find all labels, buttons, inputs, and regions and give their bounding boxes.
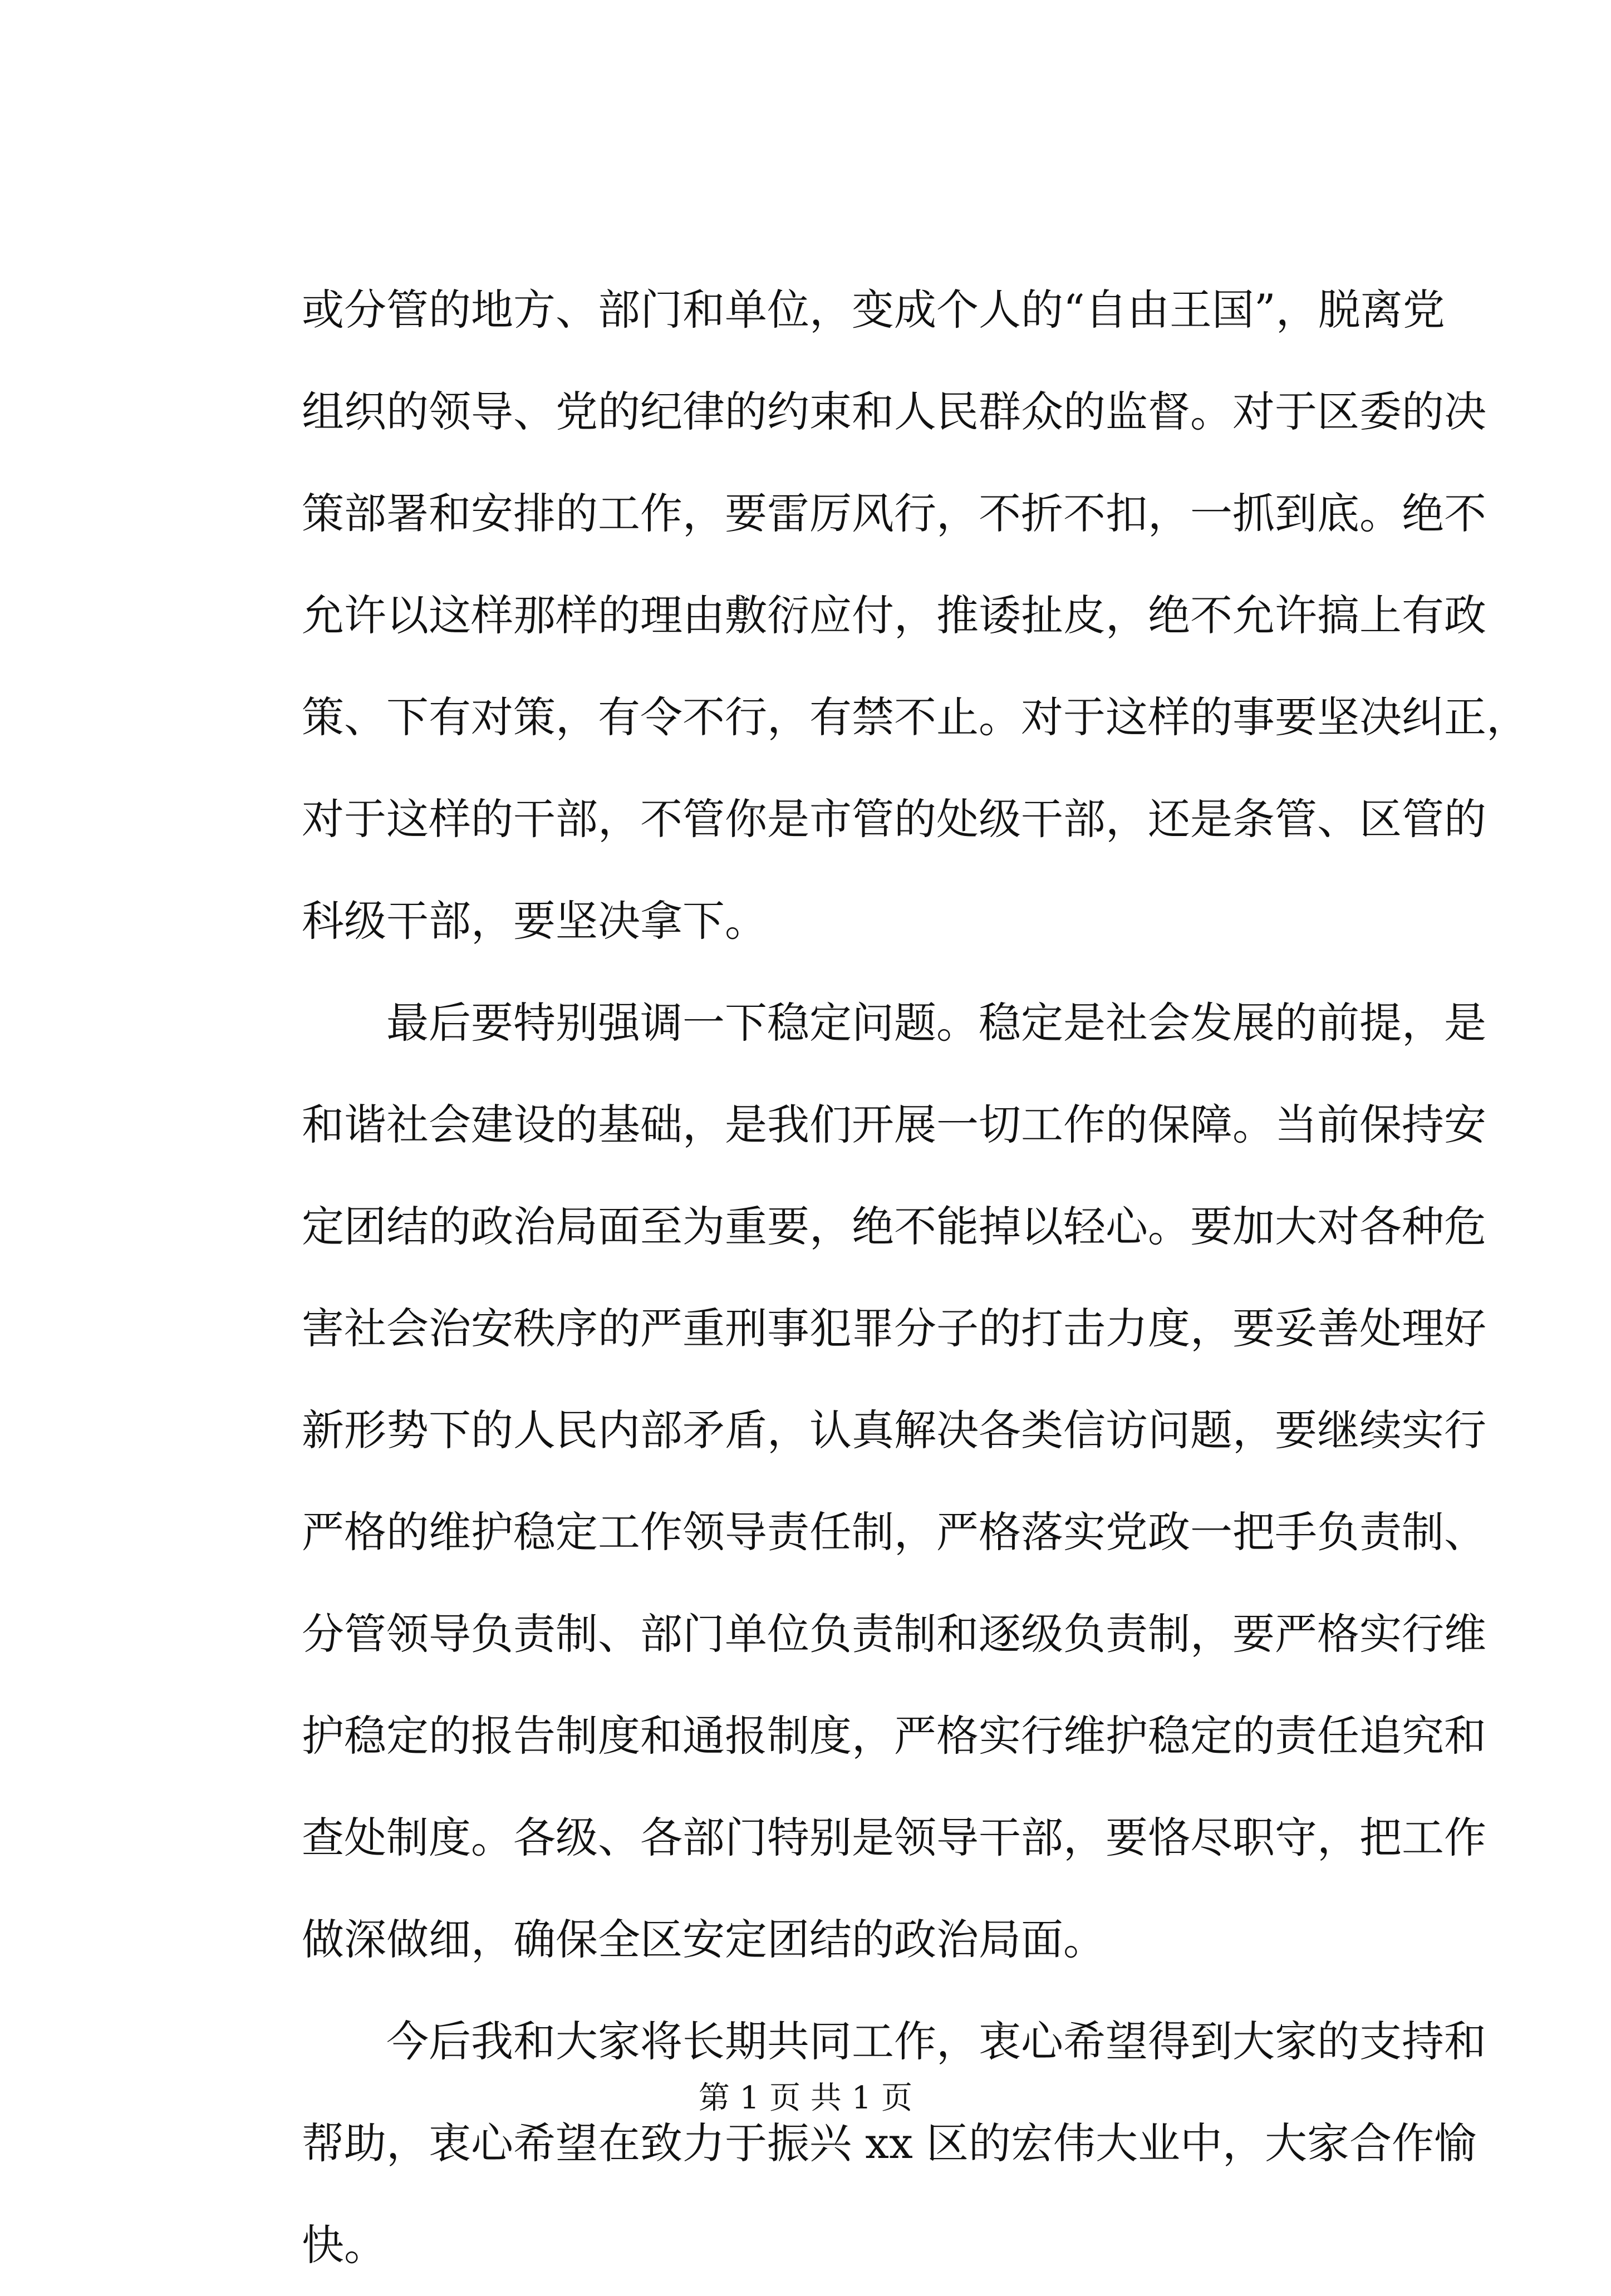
text-line: 快。 bbox=[302, 2220, 386, 2270]
text-line: 或分管的地方、部门和单位，变成个人的“自由王国”，脱离党 bbox=[302, 285, 1445, 335]
text-line: 允许以这样那样的理由敷衍应付，推诿扯皮，绝不允许搞上有政 bbox=[302, 591, 1486, 640]
text-line: 定团结的政治局面至为重要，绝不能掉以轻心。要加大对各种危 bbox=[302, 1202, 1486, 1251]
text-line: 严格的维护稳定工作领导责任制，严格落实党政一把手负责制、 bbox=[302, 1507, 1486, 1557]
text-line: 对于这样的干部，不管你是市管的处级干部，还是条管、区管的 bbox=[302, 794, 1486, 844]
text-line: 科级干部，要坚决拿下。 bbox=[302, 896, 767, 946]
text-line: 分管领导负责制、部门单位负责制和逐级负责制，要严格实行维 bbox=[302, 1609, 1486, 1659]
text-line: 做深做细，确保全区安定团结的政治局面。 bbox=[302, 1915, 1106, 1964]
text-line: 护稳定的报告制度和通报制度，严格实行维护稳定的责任追究和 bbox=[302, 1711, 1486, 1761]
page-number-footer: 第 1 页 共 1 页 bbox=[698, 2080, 913, 2116]
paragraph-first-line: 最后要特别强调一下稳定问题。稳定是社会发展的前提，是 bbox=[386, 998, 1486, 1048]
text-line: 新形势下的人民内部矛盾，认真解决各类信访问题，要继续实行 bbox=[302, 1405, 1486, 1455]
text-line: 策、下有对策，有令不行，有禁不止。对于这样的事要坚决纠正， bbox=[302, 692, 1529, 742]
text-line: 帮助，衷心希望在致力于振兴 xx 区的宏伟大业中，大家合作愉 bbox=[302, 2118, 1477, 2168]
text-line: 组织的领导、党的纪律的约束和人民群众的监督。对于区委的决 bbox=[302, 387, 1486, 436]
text-line: 查处制度。各级、各部门特别是领导干部，要恪尽职守，把工作 bbox=[302, 1813, 1486, 1862]
document-body bbox=[302, 259, 1529, 2296]
text-line: 策部署和安排的工作，要雷厉风行，不折不扣，一抓到底。绝不 bbox=[302, 489, 1486, 538]
text-line: 害社会治安秩序的严重刑事犯罪分子的打击力度，要妥善处理好 bbox=[302, 1304, 1486, 1353]
paragraph-first-line: 今后我和大家将长期共同工作，衷心希望得到大家的支持和 bbox=[386, 2017, 1486, 2066]
text-line: 和谐社会建设的基础，是我们开展一切工作的保障。当前保持安 bbox=[302, 1100, 1486, 1149]
